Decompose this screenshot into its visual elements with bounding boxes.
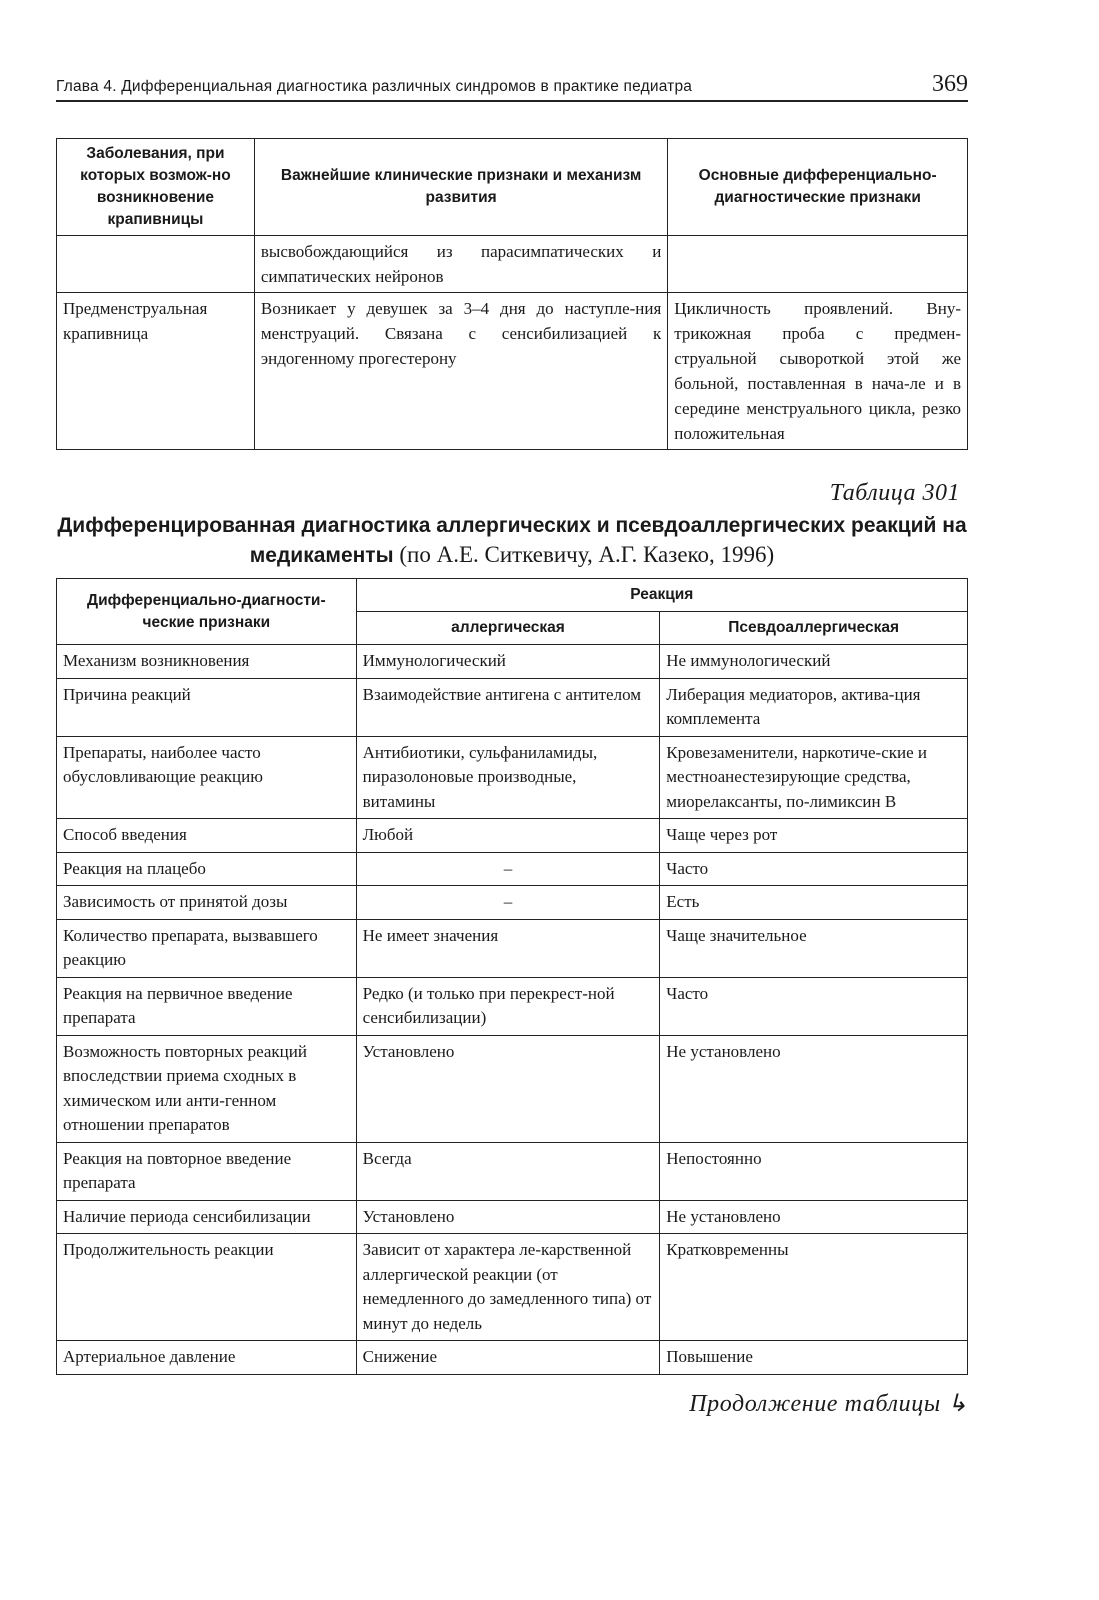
table-cell: Установлено <box>356 1035 660 1142</box>
table-title-source: (по А.Е. Ситкевичу, А.Г. Казеко, 1996) <box>399 542 775 567</box>
table-row <box>57 1234 968 1341</box>
table-cell: Механизм возникновения <box>57 645 357 679</box>
table-row <box>57 819 968 853</box>
table-cell: Чаще через рот <box>660 819 968 853</box>
table-cell: Реакция на повторное введение препарата <box>57 1142 357 1200</box>
table-cell: Реакция на плацебо <box>57 852 357 886</box>
table-number-label: Таблица 301 <box>829 480 960 506</box>
table-cell: Препараты, наиболее часто обусловливающие реакцию <box>57 736 357 819</box>
table-cell <box>57 236 255 293</box>
table-row <box>57 919 968 977</box>
book-page <box>56 72 968 1418</box>
table-cell: Цикличность проявлений. Вну-трикожная проба с предмен-струальной сывороткой этой же больной, поставленная в нача-ле и в середине менструального цикла, резко положительная <box>668 293 968 450</box>
continued-table-header-row <box>57 139 968 236</box>
table-cell: Либерация медиаторов, актива-ция комплемента <box>660 678 968 736</box>
table-row <box>57 977 968 1035</box>
table-row <box>57 236 968 293</box>
table-row <box>57 1341 968 1375</box>
table-header-row <box>57 579 968 612</box>
table-cell: Наличие периода сенсибилизации <box>57 1200 357 1234</box>
continued-header-col2: Важнейшие клинические признаки и механизм развития <box>254 139 667 236</box>
table-cell: – <box>356 886 660 920</box>
table-cell: Часто <box>660 977 968 1035</box>
table-cell: Взаимодействие антигена с антителом <box>356 678 660 736</box>
table-cell: Редко (и только при перекрест-ной сенсибилизации) <box>356 977 660 1035</box>
table-cell: Чаще значительное <box>660 919 968 977</box>
table-title <box>56 511 968 570</box>
table-cell: Причина реакций <box>57 678 357 736</box>
table-cell: Реакция на первичное введение препарата <box>57 977 357 1035</box>
table-cell: Возможность повторных реакций впоследствии приема сходных в химическом или анти-генном отношении препаратов <box>57 1035 357 1142</box>
table-cell: Часто <box>660 852 968 886</box>
table-cell: Не иммунологический <box>660 645 968 679</box>
chapter-title: Глава 4. Дифференциальная диагностика различных синдромов в практике педиатра <box>56 78 693 95</box>
table-cell: Предменструальная крапивница <box>57 293 255 450</box>
table-row <box>57 1200 968 1234</box>
header-criteria: Дифференциально-диагности-ческие признаки <box>57 579 357 645</box>
table-cell: Есть <box>660 886 968 920</box>
header-allergic: аллергическая <box>356 612 660 645</box>
table-title-text: Дифференцированная диагностика аллергических и псевдоаллергических реакций на медикаменты <box>57 514 967 567</box>
table-cell: Кровезаменители, наркотиче-ские и местноанестезирующие средства, миорелаксанты, по-лимиксин В <box>660 736 968 819</box>
table-row <box>57 886 968 920</box>
table-cell: Не установлено <box>660 1200 968 1234</box>
table-cell: Не установлено <box>660 1035 968 1142</box>
table-cell: Способ введения <box>57 819 357 853</box>
table-cell: Возникает у девушек за 3–4 дня до наступле-ния менструаций. Связана с сенсибилизацией к эндогенному прогестерону <box>254 293 667 450</box>
table-cell: Зависимость от принятой дозы <box>57 886 357 920</box>
table-cell: Продолжительность реакции <box>57 1234 357 1341</box>
table-cell: Установлено <box>356 1200 660 1234</box>
table-cell: Антибиотики, сульфаниламиды, пиразолоновые производные, витамины <box>356 736 660 819</box>
table-row <box>57 852 968 886</box>
continued-header-col3: Основные дифференциально-диагностические признаки <box>668 139 968 236</box>
table-row <box>57 678 968 736</box>
table-cell: Зависит от характера ле-карственной аллергической реакции (от немедленного до замедленного типа) от минут до недель <box>356 1234 660 1341</box>
table-cell: Количество препарата, вызвавшего реакцию <box>57 919 357 977</box>
table-cell: Любой <box>356 819 660 853</box>
table-row <box>57 645 968 679</box>
continued-table <box>56 138 968 450</box>
table-cell <box>668 236 968 293</box>
header-reaction: Реакция <box>356 579 967 612</box>
table-cell: Непостоянно <box>660 1142 968 1200</box>
page-number: 369 <box>932 71 968 97</box>
header-pseudoallergic: Псевдоаллергическая <box>660 612 968 645</box>
table-cell: Иммунологический <box>356 645 660 679</box>
table-cell: Повышение <box>660 1341 968 1375</box>
table-cell: Не имеет значения <box>356 919 660 977</box>
table-row <box>57 736 968 819</box>
table-cell: – <box>356 852 660 886</box>
table-cell: Снижение <box>356 1341 660 1375</box>
table-row <box>57 1142 968 1200</box>
table-cell: Всегда <box>356 1142 660 1200</box>
table-301 <box>56 578 968 1375</box>
running-header <box>56 72 968 102</box>
table-row <box>57 1035 968 1142</box>
table-row <box>57 293 968 450</box>
table-cell: Кратковременны <box>660 1234 968 1341</box>
table-cell: Артериальное давление <box>57 1341 357 1375</box>
table-cell: высвобождающийся из парасимпатических и симпатических нейронов <box>254 236 667 293</box>
continued-header-col1: Заболевания, при которых возмож-но возникновение крапивницы <box>57 139 255 236</box>
continuation-note: Продолжение таблицы ↳ <box>689 1390 968 1417</box>
